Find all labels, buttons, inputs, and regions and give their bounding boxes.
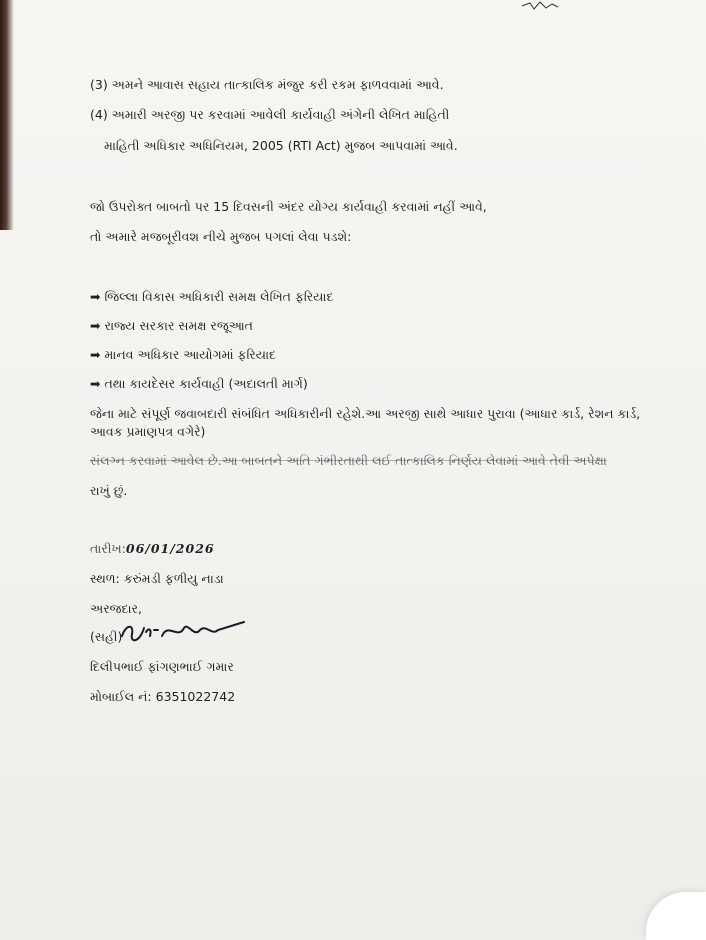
place-line: સ્થળ: કરુંમડી ફળીયુ નાડા xyxy=(90,571,224,586)
action-item: ➡ જિલ્લા વિકાસ અધિકારી સમક્ષ લેખિત ફરિયાદ xyxy=(90,289,334,304)
action-item: ➡ તથા કાયદેસર કાર્યવાહી (અદાલતી માર્ગ) xyxy=(90,376,308,391)
expectation-end: રાખું છું. xyxy=(90,483,128,498)
demand-3: (3) અમને આવાસ સહાય તાત્કાલિક મંજુર કરી રકમ ફાળવવામાં આવે. xyxy=(90,77,444,92)
attachment-line: સંલગ્ન કરવામાં આવેલ છે.આ બાબતને અતિ ગંભીરતાથી લઈ તાત્કાલિક નિર્ણય લેવામાં આવે તેવી અપેક્ષા xyxy=(90,453,607,468)
right-arrow-icon: ➡ xyxy=(90,376,101,391)
warning-line1: જો ઉપરોક્ત બાબતો પર 15 દિવસની અંદર યોગ્ય કાર્યવાહી કરવામાં નહીં આવે, xyxy=(90,199,487,214)
top-ink-mark xyxy=(520,0,560,14)
signature-label: (સહી) xyxy=(90,629,123,644)
date-line xyxy=(90,540,215,558)
page-corner-fold xyxy=(646,892,706,940)
action-item: ➡ રાજ્ય સરકાર સમક્ષ રજૂઆત xyxy=(90,318,253,333)
applicant-label: અરજદાર, xyxy=(90,601,142,616)
action-item: ➡ માનવ અધિકાર આયોગમાં ફરિયાદ xyxy=(90,347,277,362)
demand-4-line2: માહિતી અધિકાર અધિનિયમ, 2005 (RTI Act) મુજબ આપવામાં આવે. xyxy=(104,138,458,153)
scan-shadow-edge xyxy=(0,0,14,230)
responsibility-paragraph: જેના માટે સંપૂર્ણ જવાબદારી સંબંધિત અધિકારીની રહેશે.આ અરજી સાથે આધાર પુરાવા (આધાર કાર્ડ, રેશન કાર્ડ, આવક પ્રમાણપત્ર વગેરે) xyxy=(90,406,641,439)
date-label: તારીખ: xyxy=(90,541,126,556)
warning-line2: તો અમારે મજબૂરીવશ નીચે મુજબ પગલાં લેવા પડશે: xyxy=(90,229,352,244)
demand-4-line1: (4) અમારી અરજી પર કરવામાં આવેલી કાર્યવાહી અંગેની લેખિત માહિતી xyxy=(90,107,450,122)
date-value: 06/01/2026 xyxy=(125,541,215,556)
right-arrow-icon: ➡ xyxy=(90,318,101,333)
right-arrow-icon: ➡ xyxy=(90,347,101,362)
applicant-name: દિલીપભાઈ ફાંગણભાઈ ગમાર xyxy=(90,659,234,674)
handwritten-signature xyxy=(118,618,248,646)
mobile-number: મોબાઈલ નં: 6351022742 xyxy=(90,689,236,704)
right-arrow-icon: ➡ xyxy=(90,289,101,304)
